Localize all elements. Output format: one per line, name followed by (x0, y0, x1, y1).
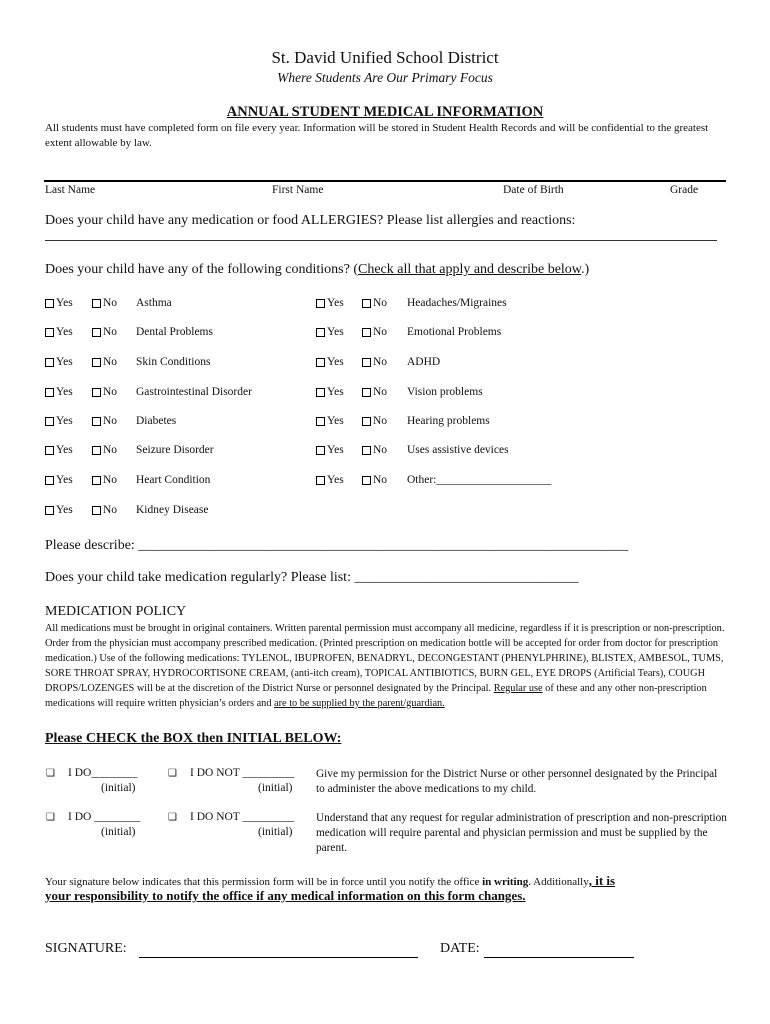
yes-label: Yes (56, 386, 73, 398)
signature-label: SIGNATURE: (45, 941, 127, 956)
checkbox-square[interactable] (92, 476, 101, 485)
checkbox-square[interactable] (362, 476, 371, 485)
checkbox-square[interactable] (316, 299, 325, 308)
first-name-label: First Name (272, 184, 324, 196)
no-label: No (103, 444, 118, 456)
yes-checkbox[interactable] (316, 415, 344, 427)
district-name: St. David Unified School District (271, 48, 499, 67)
yes-checkbox[interactable] (45, 356, 73, 368)
policy-text-middle: of these and any other non-prescription medications will require written physician’s orders and (45, 683, 707, 709)
no-label: No (103, 504, 118, 516)
i-do-initial-field-2[interactable]: I DO ________ (68, 811, 141, 823)
no-checkbox[interactable] (362, 297, 387, 309)
form-title: ANNUAL STUDENT MEDICAL INFORMATION (226, 104, 544, 120)
no-label: No (103, 297, 118, 309)
condition-adhd: ADHD (407, 356, 441, 368)
signature-line[interactable] (139, 957, 418, 958)
condition-emotional: Emotional Problems (407, 326, 502, 338)
yes-checkbox[interactable] (316, 356, 344, 368)
checkbox-square[interactable] (316, 476, 325, 485)
i-do-checkbox-2[interactable]: ❑ (46, 812, 55, 823)
yes-checkbox[interactable] (316, 326, 344, 338)
medication-policy-text (45, 621, 727, 711)
condition-skin: Skin Conditions (136, 356, 211, 368)
responsibility-notice: your responsibility to notify the office if any medical information on this form changes. (45, 888, 526, 903)
check-box-heading: Please CHECK the BOX then INITIAL BELOW: (45, 731, 342, 746)
yes-label: Yes (327, 356, 344, 368)
checkbox-square[interactable] (362, 328, 371, 337)
checkbox-square[interactable] (92, 358, 101, 367)
policy-text-start: All medications must be brought in original containers. Written parental permission must accompany all medicine, regardless if it is prescription or non-prescription. Order from the physician must accompany prescribed medication. (Printed prescription on medication bottle will be accepted for order from doctor for prescription medication.) Use of the following medications: TYLENOL, IBUPROFEN, BENADRYL, DECONGESTANT (PHENYLPHRINE), BLISTEX, AMBESOL, TUMS, SORE THROAT SPRAY, HYDROCORTISONE CREAM, (anti-itch cream), TOPICAL ANTIBIOTICS, BURN GEL, EYE DROPS (Artificial Tears), COUGH DROPS/LOZENGES will be at the discretion of the District Nurse or personnel designated by the Principal. (45, 623, 725, 694)
no-checkbox[interactable] (362, 444, 387, 456)
no-checkbox[interactable] (92, 444, 117, 456)
yes-checkbox[interactable] (316, 297, 344, 309)
conditions-question (45, 262, 589, 278)
no-checkbox[interactable] (92, 297, 117, 309)
no-label: No (373, 326, 388, 338)
conditions-question-start: Does your child have any of the following conditions? ( (45, 262, 358, 277)
yes-label: Yes (56, 474, 73, 486)
yes-label: Yes (56, 297, 73, 309)
i-do-not-checkbox-2[interactable]: ❑ (168, 812, 177, 823)
signature-note-middle: . Additionally (528, 876, 589, 888)
conditions-instruction: Check all that apply and describe below (357, 262, 581, 277)
checkbox-square[interactable] (316, 358, 325, 367)
policy-regular-use: Regular use (493, 683, 543, 694)
condition-kidney: Kidney Disease (136, 504, 209, 516)
no-label: No (103, 356, 118, 368)
i-do-not-initial-field-1[interactable]: I DO NOT _________ (190, 767, 295, 779)
checkbox-square[interactable] (362, 299, 371, 308)
yes-label: Yes (56, 504, 73, 516)
yes-label: Yes (56, 326, 73, 338)
in-writing-emphasis: in writing (482, 876, 529, 888)
no-label: No (103, 386, 118, 398)
yes-checkbox[interactable] (45, 444, 73, 456)
i-do-not-checkbox-1[interactable]: ❑ (168, 768, 177, 779)
condition-headaches: Headaches/Migraines (407, 297, 507, 309)
no-label: No (373, 356, 388, 368)
checkbox-square[interactable] (92, 417, 101, 426)
yes-label: Yes (327, 415, 344, 427)
checkbox-square[interactable] (362, 388, 371, 397)
last-name-label: Last Name (45, 184, 96, 196)
yes-checkbox[interactable] (45, 474, 73, 486)
initial-label: (initial) (101, 826, 136, 838)
initial-label: (initial) (258, 826, 293, 838)
checkbox-square[interactable] (45, 476, 54, 485)
checkbox-square[interactable] (316, 388, 325, 397)
condition-dental: Dental Problems (136, 326, 213, 338)
conditions-question-end: .) (581, 262, 590, 277)
checkbox-square[interactable] (362, 417, 371, 426)
no-checkbox[interactable] (362, 356, 387, 368)
no-checkbox[interactable] (92, 415, 117, 427)
checkbox-square[interactable] (92, 446, 101, 455)
checkbox-square[interactable] (316, 417, 325, 426)
i-do-checkbox-1[interactable]: ❑ (46, 768, 55, 779)
no-label: No (373, 415, 388, 427)
allergies-question: Does your child have any medication or food ALLERGIES? Please list allergies and reactions: (45, 213, 576, 228)
medication-list-field[interactable]: Does your child take medication regularly? Please list: ________________________________ (45, 570, 579, 585)
condition-other-field[interactable]: Other:____________________ (407, 474, 552, 486)
checkbox-square[interactable] (45, 506, 54, 515)
condition-hearing: Hearing problems (407, 415, 490, 427)
condition-diabetes: Diabetes (136, 415, 177, 427)
no-checkbox[interactable] (92, 474, 117, 486)
no-checkbox[interactable] (362, 415, 387, 427)
yes-checkbox[interactable] (45, 504, 73, 516)
condition-assistive: Uses assistive devices (407, 444, 509, 456)
signature-note-start: Your signature below indicates that this permission form will be in force until you notify the office (45, 876, 483, 888)
condition-heart: Heart Condition (136, 474, 211, 486)
no-label: No (373, 386, 388, 398)
yes-checkbox[interactable] (45, 386, 73, 398)
initial-label: (initial) (101, 782, 136, 794)
name-field-line[interactable] (44, 180, 726, 182)
checkbox-square[interactable] (45, 358, 54, 367)
i-do-initial-field-1[interactable]: I DO________ (68, 767, 138, 779)
condition-asthma: Asthma (136, 297, 172, 309)
checkbox-square[interactable] (362, 446, 371, 455)
yes-checkbox[interactable] (316, 444, 344, 456)
condition-vision: Vision problems (407, 386, 483, 398)
permission-statement-2: Understand that any request for regular administration of prescription and non-prescription medication will require parental and physician permission and must be supplied by the parent. (316, 812, 727, 854)
no-checkbox[interactable] (362, 326, 387, 338)
yes-label: Yes (56, 356, 73, 368)
permission-statement-1: Give my permission for the District Nurse or other personnel designated by the Principal to administer the above medications to my child. (316, 768, 718, 795)
no-label: No (373, 297, 388, 309)
no-label: No (103, 326, 118, 338)
no-label: No (373, 444, 388, 456)
checkbox-square[interactable] (92, 388, 101, 397)
checkbox-square[interactable] (92, 299, 101, 308)
checkbox-square[interactable] (45, 446, 54, 455)
checkbox-square[interactable] (92, 506, 101, 515)
allergies-answer-line[interactable] (45, 232, 717, 241)
no-checkbox[interactable] (92, 386, 117, 398)
checkbox-square[interactable] (316, 328, 325, 337)
no-checkbox[interactable] (92, 326, 117, 338)
yes-checkbox[interactable] (316, 474, 344, 486)
checkbox-square[interactable] (316, 446, 325, 455)
yes-label: Yes (56, 444, 73, 456)
district-motto: Where Students Are Our Primary Focus (277, 70, 493, 85)
condition-seizure: Seizure Disorder (136, 444, 214, 456)
yes-label: Yes (327, 386, 344, 398)
no-checkbox[interactable] (362, 474, 387, 486)
policy-text-end: are to be supplied by the parent/guardian. (274, 698, 445, 709)
date-label: DATE: (440, 941, 480, 956)
no-checkbox[interactable] (92, 504, 117, 516)
no-label: No (373, 474, 388, 486)
initial-label: (initial) (258, 782, 293, 794)
yes-checkbox[interactable] (45, 297, 73, 309)
grade-label: Grade (670, 184, 699, 196)
yes-label: Yes (327, 326, 344, 338)
medication-policy-heading: MEDICATION POLICY (45, 604, 187, 619)
yes-label: Yes (327, 297, 344, 309)
no-checkbox[interactable] (362, 386, 387, 398)
condition-gastro: Gastrointestinal Disorder (136, 386, 252, 398)
yes-label: Yes (56, 415, 73, 427)
date-line[interactable] (484, 957, 634, 958)
yes-checkbox[interactable] (316, 386, 344, 398)
checkbox-square[interactable] (362, 358, 371, 367)
yes-label: Yes (327, 474, 344, 486)
checkbox-square[interactable] (45, 328, 54, 337)
dob-label: Date of Birth (503, 184, 564, 196)
no-label: No (103, 474, 118, 486)
yes-label: Yes (327, 444, 344, 456)
yes-checkbox[interactable] (45, 326, 73, 338)
checkbox-square[interactable] (45, 417, 54, 426)
signature-note (45, 873, 615, 889)
it-is-emphasis: , it is (588, 873, 616, 888)
checkbox-square[interactable] (45, 388, 54, 397)
describe-field[interactable]: Please describe: ______________________________________________________________________ (45, 538, 629, 553)
no-checkbox[interactable] (92, 356, 117, 368)
yes-checkbox[interactable] (45, 415, 73, 427)
form-intro: All students must have completed form on file every year. Information will be stored in Student Health Records and will be confidential to the greatest extent allowable by law. (45, 122, 709, 149)
checkbox-square[interactable] (92, 328, 101, 337)
checkbox-square[interactable] (45, 299, 54, 308)
no-label: No (103, 415, 118, 427)
i-do-not-initial-field-2[interactable]: I DO NOT _________ (190, 811, 295, 823)
